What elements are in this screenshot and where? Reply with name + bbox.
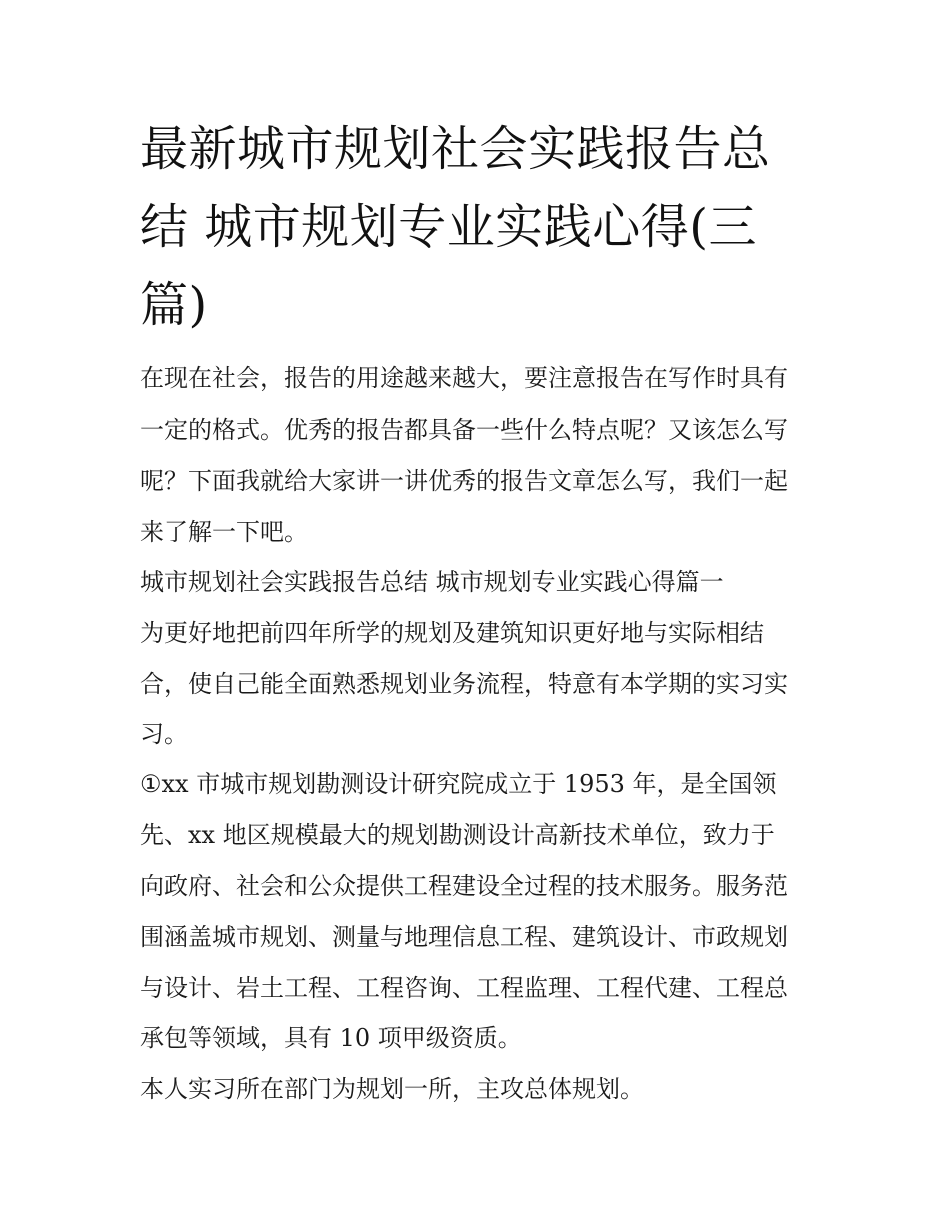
paragraph3-line-1: 本人实习所在部门为规划一所，主攻总体规划。 bbox=[140, 1075, 644, 1103]
document-title-line-1: 最新城市规划社会实践报告总 bbox=[140, 121, 771, 177]
paragraph2-line-1: ①xx 市城市规划勘测设计研究院成立于 1953 年，是全国领 bbox=[140, 770, 777, 798]
paragraph1-line-3: 习。 bbox=[140, 720, 188, 748]
paragraph1-line-2: 合，使自己能全面熟悉规划业务流程，特意有本学期的实习实 bbox=[140, 670, 788, 698]
paragraph2-line-3: 向政府、社会和公众提供工程建设全过程的技术服务。服务范 bbox=[140, 872, 788, 900]
paragraph2-line-6: 承包等领域，具有 10 项甲级资质。 bbox=[140, 1024, 522, 1052]
paragraph2-line-4: 围涵盖城市规划、测量与地理信息工程、建筑设计、市政规划 bbox=[140, 923, 788, 951]
document-title-line-2: 结 城市规划专业实践心得(三 bbox=[140, 199, 757, 255]
intro-line-3: 呢？下面我就给大家讲一讲优秀的报告文章怎么写，我们一起 bbox=[140, 467, 788, 495]
paragraph2-line-5: 与设计、岩土工程、工程咨询、工程监理、工程代建、工程总 bbox=[140, 974, 788, 1002]
section-heading: 城市规划社会实践报告总结 城市规划专业实践心得篇一 bbox=[140, 568, 724, 596]
paragraph1-line-1: 为更好地把前四年所学的规划及建筑知识更好地与实际相结 bbox=[140, 619, 764, 647]
intro-line-1: 在现在社会，报告的用途越来越大，要注意报告在写作时具有 bbox=[140, 364, 788, 392]
intro-line-2: 一定的格式。优秀的报告都具备一些什么特点呢？又该怎么写 bbox=[140, 416, 788, 444]
document-title-line-3: 篇) bbox=[140, 277, 208, 333]
intro-line-4: 来了解一下吧。 bbox=[140, 518, 308, 546]
paragraph2-line-2: 先、xx 地区规模最大的规划勘测设计高新技术单位，致力于 bbox=[140, 821, 775, 849]
